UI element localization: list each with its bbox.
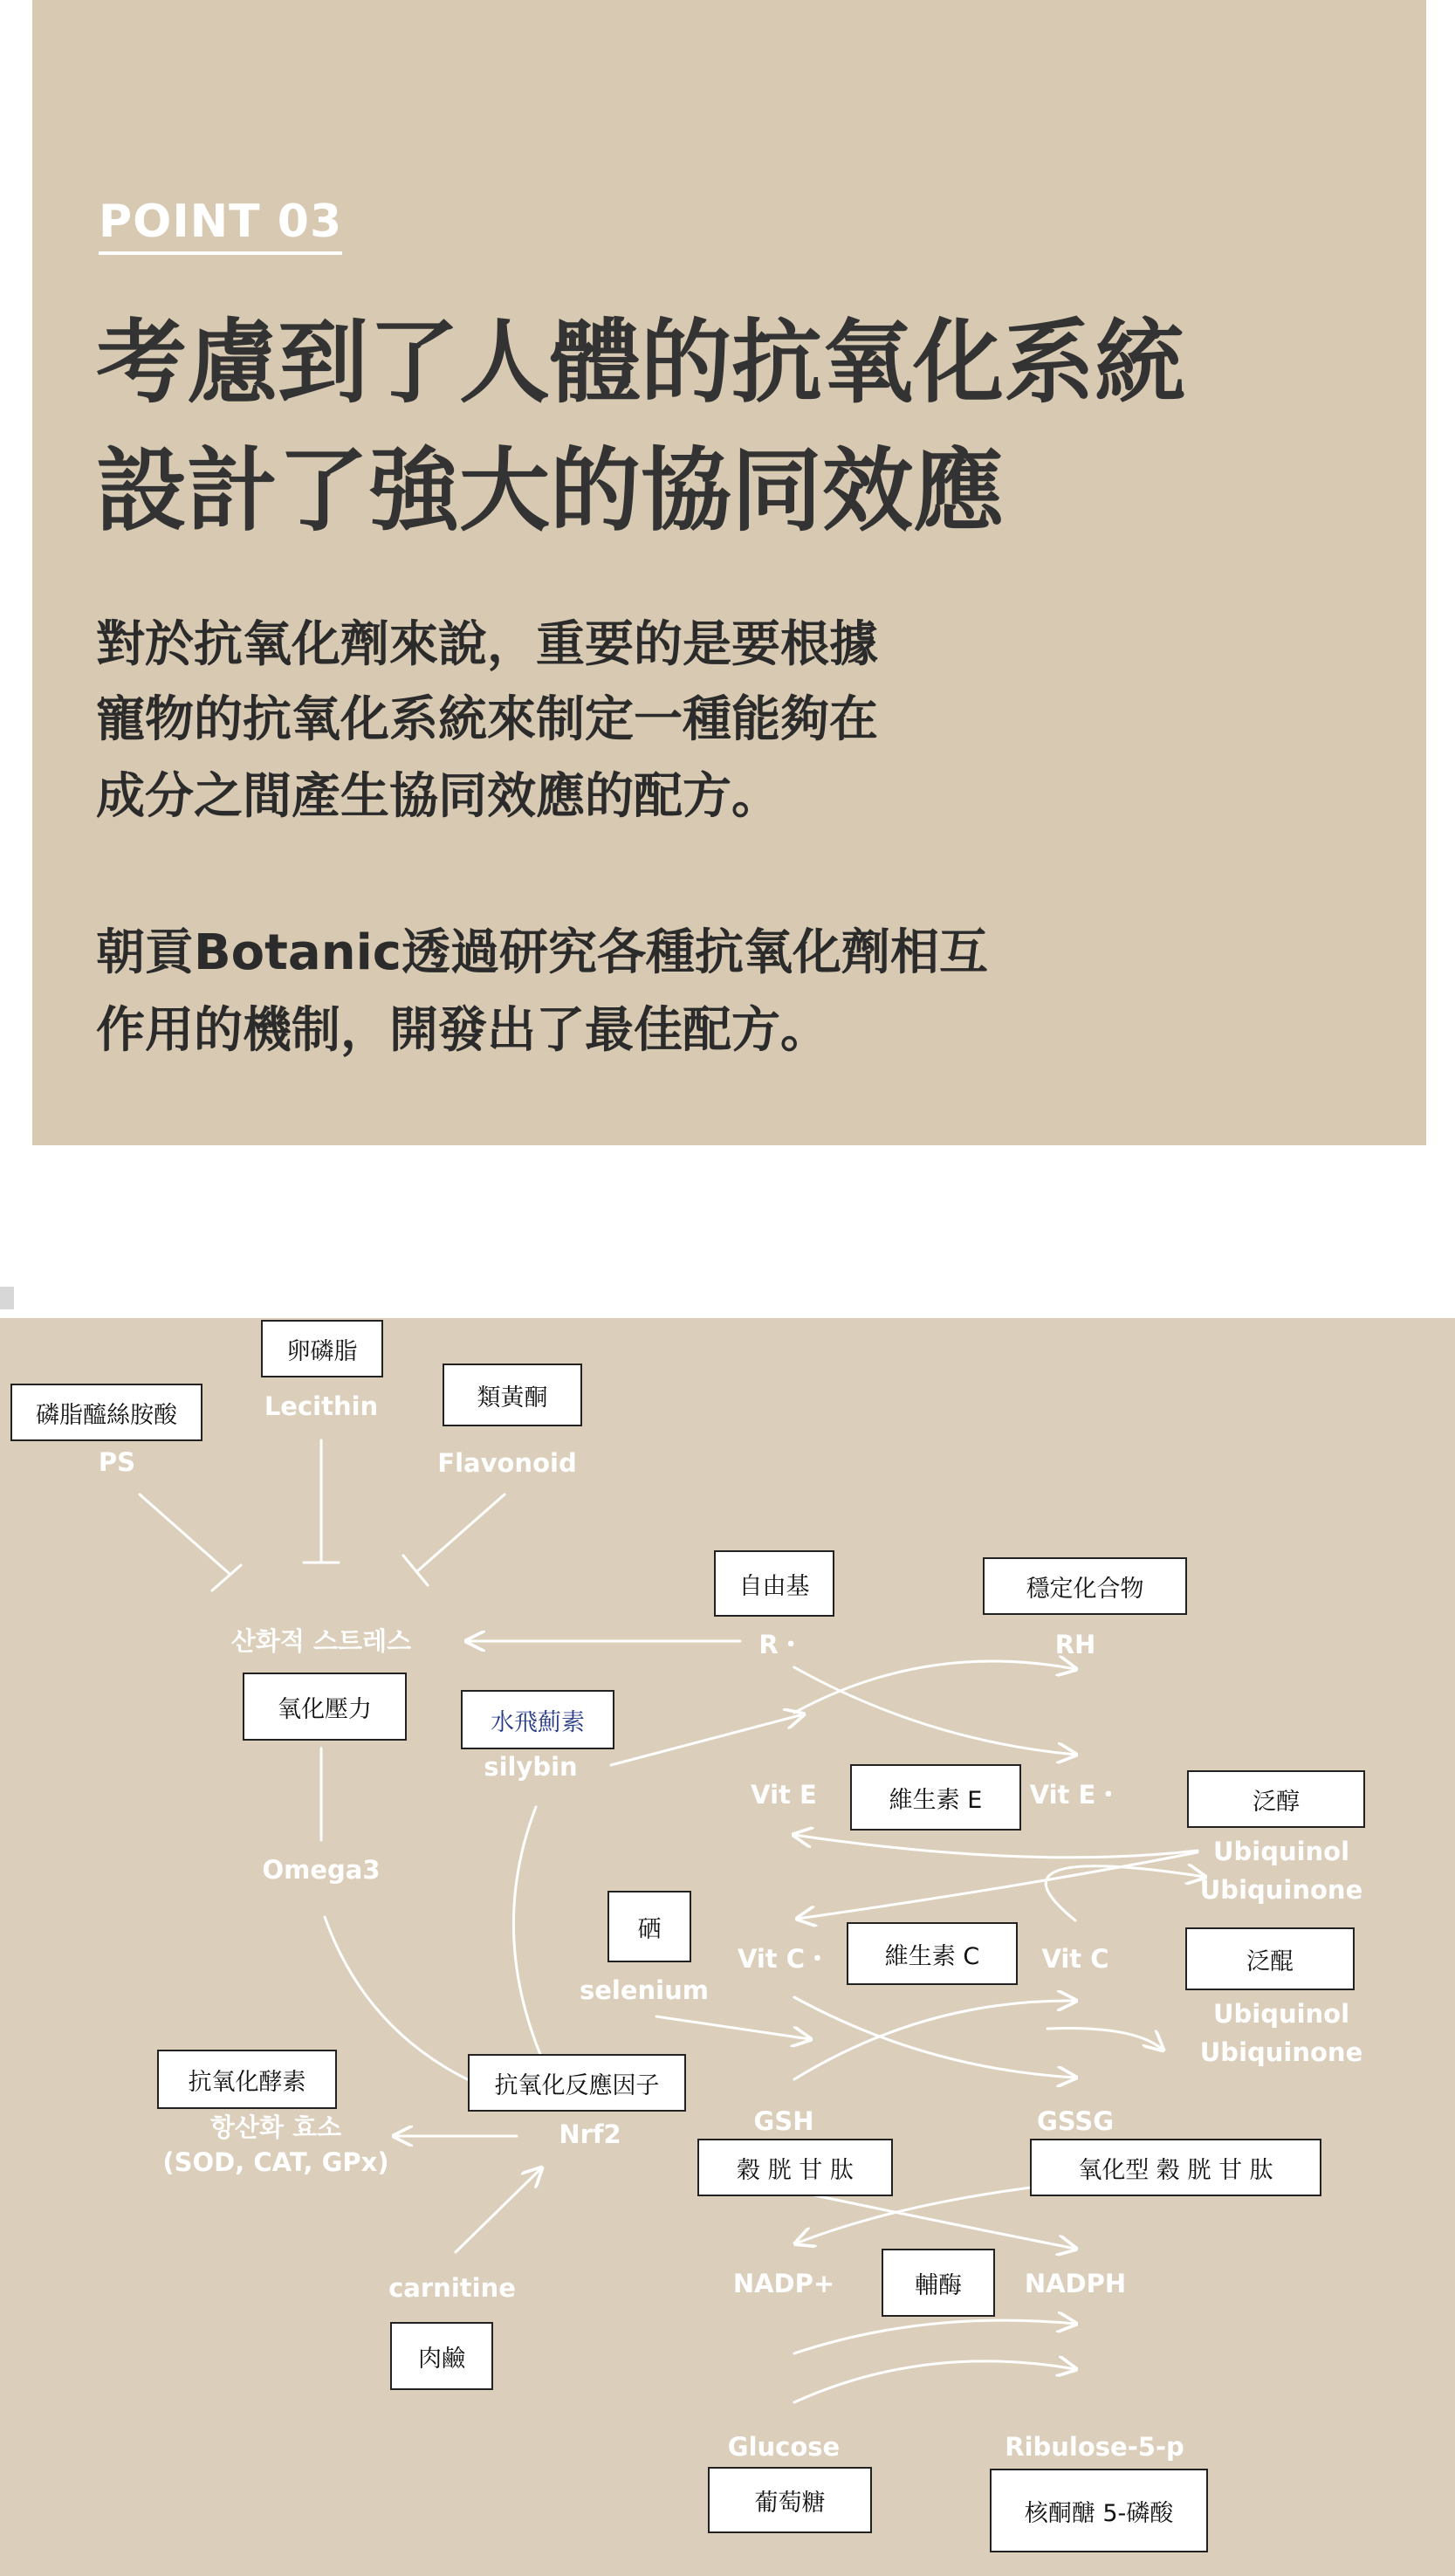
inhibit-flavonoid-bar [403,1556,428,1585]
label-box-flavonoid: 類黃酮 [443,1364,582,1426]
arrow-nadp-to-ribulose [794,2320,1075,2353]
arrow-ubi2-to-vitc [794,2001,1075,2079]
label-box-silymarin: 水飛薊素 [461,1690,614,1749]
node-carnitine: carnitine [388,2273,516,2303]
arrow-gsh-to-nadph [794,2191,1075,2249]
node-ribulose: Ribulose-5-p [1005,2432,1184,2462]
node-enzyme-list: (SOD, CAT, GPx) [162,2147,389,2177]
body-text-line: 成分之間產生協同效應的配方。 [96,768,780,825]
node-nadp: NADP+ [732,2269,835,2298]
arrow-carnitine-nrf2 [456,2168,541,2252]
node-silybin: silybin [484,1752,578,1782]
label-box-ubiquinol: 泛醇 [1187,1770,1365,1828]
body-text-line: 作用的機制，開發出了最佳配方。 [96,1002,829,1059]
label-box-glutathione: 穀 胱 甘 肽 [697,2139,893,2196]
node-nadph: NADPH [1024,2269,1127,2298]
headline-line-1: 考慮到了人體的抗氧化系統 [96,309,1186,416]
label-box-nrf2-factor: 抗氧化反應因子 [468,2054,686,2112]
arrow-ubiquinol-to-vite [794,1835,1198,1858]
label-box-oxidative-stress: 氧化壓力 [243,1673,407,1741]
label-box-carnitine: 肉鹼 [390,2322,493,2390]
headline-line-2: 設計了強大的協同效應 [96,437,1005,544]
node-r: R・ [758,1630,804,1659]
arrow-vite-to-vitedot [794,1667,1075,1755]
body-text-line: 朝貢Botanic透過研究各種抗氧化劑相互 [96,924,988,981]
arrow-vitc-return [798,1852,1198,1919]
label-box-free-radical: 自由基 [714,1550,834,1617]
node-selenium: selenium [580,1975,709,2005]
body-text-line: 寵物的抗氧化系統來制定一種能夠在 [96,691,878,748]
node-oxidative-stress: 산화적 스트레스 [230,1626,412,1656]
label-box-glucose: 葡萄糖 [708,2467,872,2533]
label-box-oxidized-glutathione: 氧化型 穀 胱 甘 肽 [1030,2139,1321,2196]
curve-omega3-nrf2 [325,1917,478,2085]
node-vit-c: Vit C [1041,1944,1109,1974]
antioxidant-network-diagram [0,1318,1455,2576]
label-box-ubiquinone: 泛醌 [1185,1927,1355,1990]
inhibit-ps-bar [212,1565,241,1590]
node-vit-e-dot: Vit E・ [1029,1780,1122,1810]
arrow-silybin-cycle [611,1714,803,1765]
node-gsh: GSH [753,2106,814,2136]
curve-silybin-nrf2 [513,1807,541,2057]
node-ubiquinone-1: Ubiquinone [1199,1875,1363,1905]
label-box-stable-compound: 穩定化合物 [983,1557,1187,1615]
body-text-line: 對於抗氧化劑來說，重要的是要根據 [96,616,878,673]
label-box-selenium: 硒 [607,1891,691,1962]
node-omega3: Omega3 [262,1855,381,1885]
arrow-ubiquinone-2 [1047,2029,1163,2050]
arrow-r-to-rh [794,1661,1075,1713]
node-gssg: GSSG [1036,2106,1115,2136]
arrow-ubi-return [1046,1866,1204,1920]
inhibit-flavonoid [417,1494,504,1571]
arrow-vitc-to-ubi [794,1997,1075,2078]
label-box-ps: 磷脂醯絲胺酸 [10,1384,202,1441]
node-ps: PS [98,1447,136,1477]
label-box-vitamin-c: 維生素 C [847,1922,1018,1985]
label-box-coenzyme: 輔酶 [882,2249,995,2317]
node-nrf2: Nrf2 [559,2119,621,2149]
node-lecithin: Lecithin [264,1391,379,1421]
label-box-vitamin-e: 維生素 E [850,1764,1021,1831]
node-antioxidant-enzyme: 항산화 효소 [209,2112,342,2142]
node-ubiquinol-1: Ubiquinol [1212,1837,1350,1866]
arrow-glucose-to-nadph [794,2361,1075,2402]
node-flavonoid: Flavonoid [437,1448,577,1478]
node-vit-c-dot: Vit C・ [737,1944,831,1974]
node-glucose: Glucose [727,2432,841,2462]
scroll-marker [0,1287,14,1309]
point-label: POINT 03 [99,196,342,255]
arrow-selenium-cycle [656,2016,810,2039]
label-box-lecithin: 卵磷脂 [261,1320,383,1377]
node-rh: RH [1054,1630,1096,1659]
label-box-antioxidant-enzyme: 抗氧化酵素 [157,2050,337,2109]
inhibit-ps [140,1494,229,1573]
node-ubiquinol-2: Ubiquinol [1212,1999,1350,2029]
node-ubiquinone-2: Ubiquinone [1199,2037,1363,2067]
node-vit-e: Vit E [751,1780,817,1810]
label-box-ribulose: 核酮醣 5-磷酸 [990,2469,1208,2552]
